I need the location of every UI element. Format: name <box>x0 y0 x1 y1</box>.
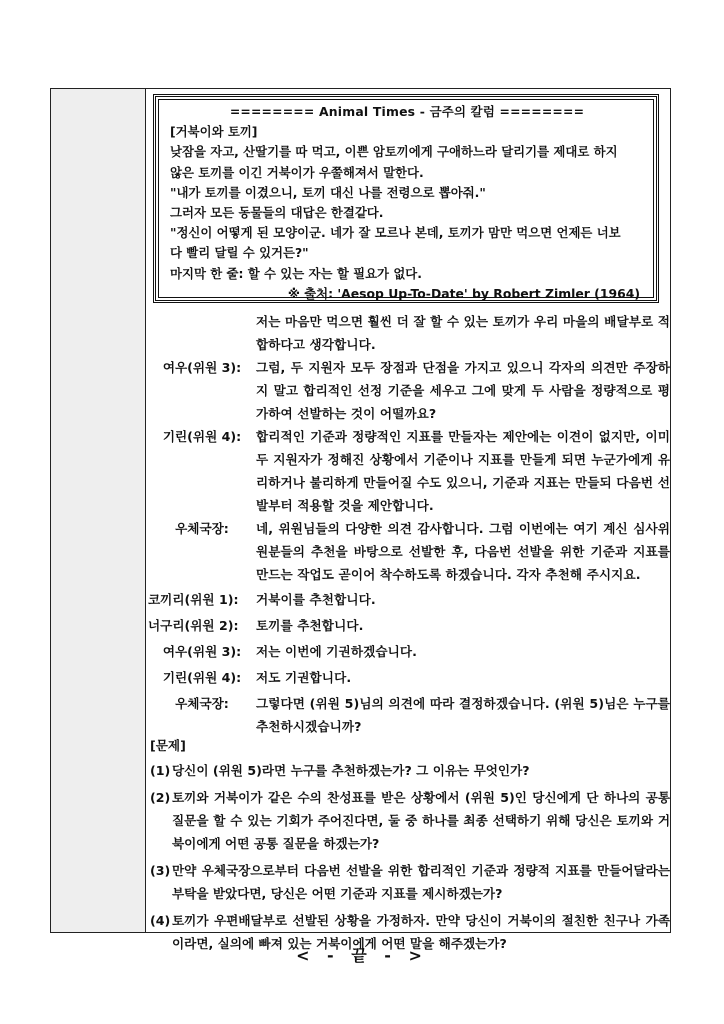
speech: 토끼를 추천합니다. <box>256 618 364 633</box>
questions-label: [문제] <box>150 738 186 753</box>
speech: 거북이를 추천합니다. <box>256 592 376 607</box>
dialogue <box>150 310 670 738</box>
speech: 네, 위원님들의 다양한 의견 감사합니다. 그럼 이번에는 여기 계신 심사위원분들의 추천을 바탕으로 선발한 후, 다음번 선발을 위한 기준과 지표를 만드는 작업도 곧이어 착수하도록 하겠습니다. 각자 추천해 주시지요. <box>256 521 670 582</box>
dialogue-row <box>150 666 670 689</box>
speaker: 너구리(위원 2): <box>148 618 239 633</box>
speech: 그럼, 두 지원자 모두 장점과 단점을 가지고 있으니 각자의 의견만 주장하지 말고 합리적인 선정 기준을 세우고 그에 맞게 두 사람을 정량적으로 평가하여 선발하는 것이 어떨까요? <box>256 360 670 421</box>
speaker: 코끼리(위원 1): <box>148 592 239 607</box>
column-line: 낮잠을 자고, 산딸기를 따 먹고, 이쁜 암토끼에게 구애하느라 달리기를 제대로 하지 <box>170 144 618 160</box>
dialogue-row <box>150 356 670 425</box>
column-line: "정신이 어떻게 된 모양이군. 네가 잘 모르나 본데, 토끼가 맘만 먹으면 언제든 너보 <box>170 225 621 241</box>
speaker: 여우(위원 3): <box>162 644 242 659</box>
column-line: 않은 토끼를 이긴 거북이가 우쭐해져서 말한다. <box>170 164 424 180</box>
question-text: 토끼가 우편배달부로 선발된 상황을 가정하자. 만약 당신이 거북이의 절친한 친구나 가족이라면, 실의에 빠져 있는 거북이에게 어떤 말을 해주겠는가? <box>172 913 670 951</box>
dialogue-row <box>150 692 670 738</box>
questions <box>150 734 670 959</box>
dialogue-row <box>150 517 670 586</box>
question-text: 당신이 (위원 5)라면 누구를 추천하겠는가? 그 이유는 무엇인가? <box>172 763 530 778</box>
speaker: 여우(위원 3): <box>162 360 242 375</box>
speech: 저는 마음만 먹으면 훨씬 더 잘 할 수 있는 토끼가 우리 마을의 배달부로 적합하다고 생각합니다. <box>256 314 670 352</box>
question-text: 토끼와 거북이가 같은 수의 찬성표를 받은 상황에서 (위원 5)인 당신에게 단 하나의 공통 질문을 할 수 있는 기회가 주어진다면, 둘 중 하나를 최종 선택하기 위해 당신은 토끼와 거북이에게 어떤 공통 질문을 하겠는가? <box>172 790 670 851</box>
question-text: 만약 우체국장으로부터 다음번 선발을 위한 합리적인 기준과 정량적 지표를 만들어달라는 부탁을 받았다면, 당신은 어떤 기준과 지표를 제시하겠는가? <box>172 863 670 901</box>
question-number: (3) <box>150 863 171 878</box>
question-item <box>150 759 670 782</box>
column-line: 그러자 모든 동물들의 대답은 한결같다. <box>170 205 384 221</box>
column-line: 마지막 한 줄: 할 수 있는 자는 할 필요가 없다. <box>170 265 422 281</box>
column-header: ======== Animal Times - 금주의 칼럼 ======== <box>229 104 585 119</box>
column-line: "내가 토끼를 이겼으니, 토끼 대신 나를 전령으로 뽑아줘." <box>170 184 486 200</box>
column-box <box>153 94 659 303</box>
question-item <box>150 786 670 855</box>
dialogue-row <box>150 425 670 517</box>
speaker: 우체국장: <box>175 696 229 711</box>
speech: 저는 이번에 기권하겠습니다. <box>256 644 418 659</box>
dialogue-row <box>150 640 670 663</box>
speech: 저도 기권합니다. <box>256 670 352 685</box>
column-line: 다 빨리 달릴 수 있거든?" <box>170 245 309 261</box>
question-item <box>150 859 670 905</box>
speaker: 우체국장: <box>175 521 229 536</box>
column-title: [거북이와 토끼] <box>170 124 258 140</box>
speaker: 기린(위원 4): <box>162 670 242 685</box>
question-number: (4) <box>150 913 171 928</box>
page-footer: < - 끝 - > <box>296 946 428 965</box>
speech: 그렇다면 (위원 5)님의 의견에 따라 결정하겠습니다. (위원 5)님은 누구를 추천하시겠습니까? <box>256 696 670 734</box>
dialogue-row <box>150 614 670 637</box>
speaker: 기린(위원 4): <box>162 429 242 444</box>
dialogue-row <box>150 310 670 356</box>
column-source: ※ 출처: 'Aesop Up-To-Date' by Robert Zimler (1964) <box>287 285 640 301</box>
left-column <box>51 89 146 932</box>
question-number: (2) <box>150 790 171 805</box>
dialogue-row <box>150 588 670 611</box>
speech: 합리적인 기준과 정량적인 지표를 만들자는 제안에는 이견이 없지만, 이미 두 지원자가 정해진 상황에서 기준이나 지표를 만들게 되면 누군가에게 유리하거나 불리하게 만들어질 수도 있으니, 기준과 지표는 만들되 다음번 선발부터 적용할 것을 제안합니다. <box>256 429 670 513</box>
question-number: (1) <box>150 763 171 778</box>
